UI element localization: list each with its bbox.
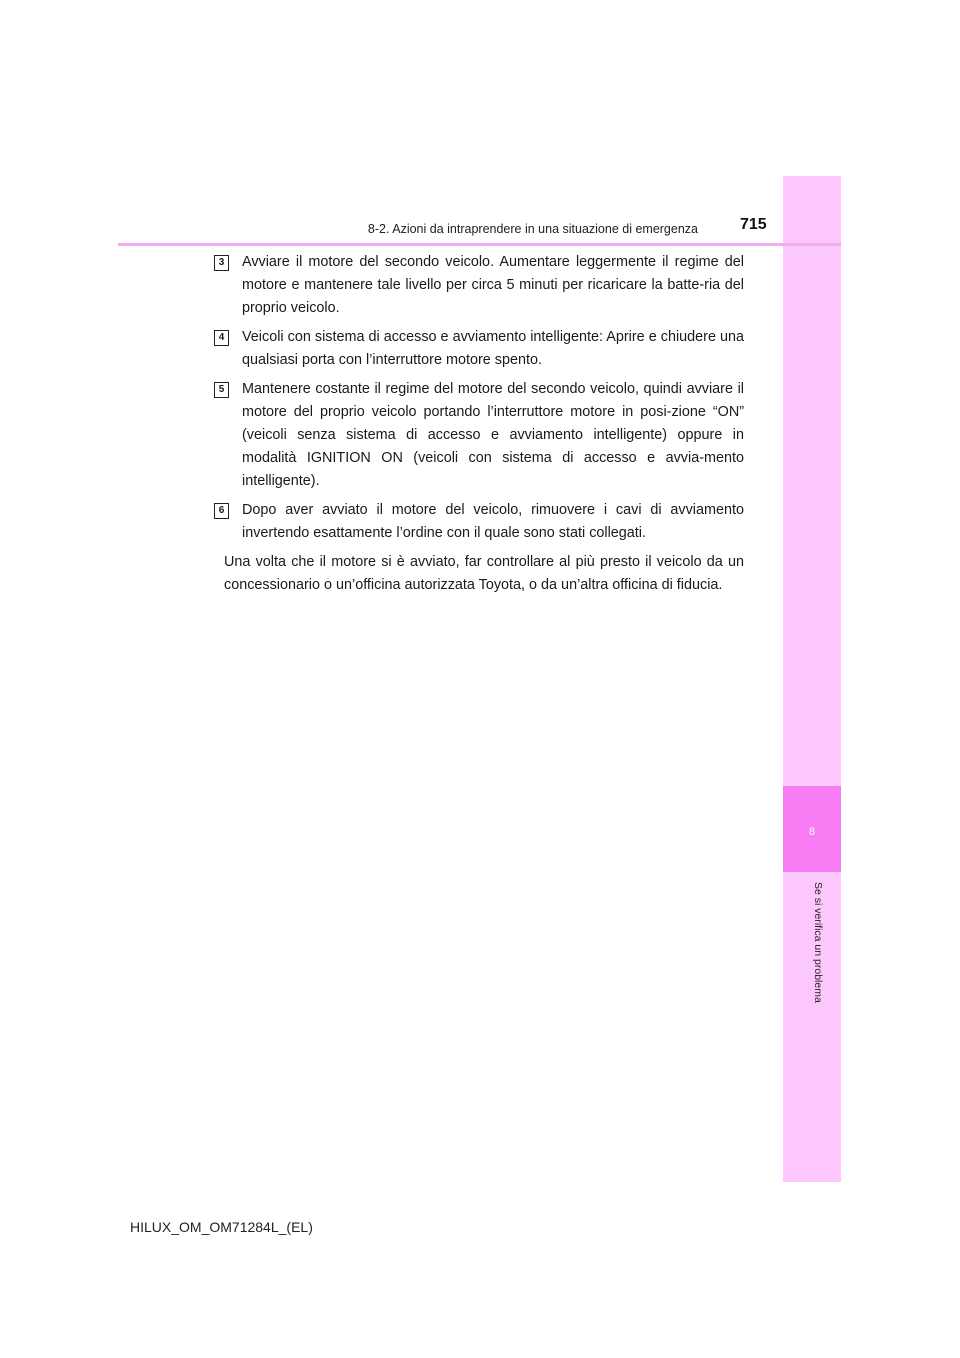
step-text: Mantenere costante il regime del motore del secondo veicolo, quindi avviare il motore del proprio veicolo portando l’interruttore motore in posi-zione “ON” (veicoli senza sistema di accesso e avviamento intelligente) oppure in modalità IGNITION ON (veicoli con sistema di accesso e avvia-mento intelligente).: [242, 381, 744, 489]
step-text: Veicoli con sistema di accesso e avviamento intelligente: Aprire e chiudere una qualsiasi porta con l’interruttore motore spento.: [242, 329, 744, 368]
step-item: [214, 378, 744, 493]
chapter-side-tab: [783, 176, 841, 1182]
header-divider: [118, 243, 841, 246]
step-item: [214, 499, 744, 545]
document-code: HILUX_OM_OM71284L_(EL): [130, 1219, 313, 1235]
step-item: [214, 326, 744, 372]
step-number-badge: 5: [214, 382, 229, 398]
step-number-badge: 6: [214, 503, 229, 519]
step-text: Dopo aver avviato il motore del veicolo, rimuovere i cavi di avviamento invertendo esattamente l’ordine con il quale sono stati collegati.: [242, 502, 744, 541]
step-text: Avviare il motore del secondo veicolo. Aumentare leggermente il regime del motore e mantenere tale livello per circa 5 minuti per ricaricare la batte-ria del proprio veicolo.: [242, 254, 744, 316]
main-content: [214, 251, 744, 597]
step-item: [214, 251, 744, 320]
step-number-badge: 3: [214, 255, 229, 271]
page-number: 715: [740, 216, 767, 233]
chapter-title: Se si verifica un problema: [812, 882, 824, 1003]
chapter-number: 8: [808, 826, 816, 838]
step-number-badge: 4: [214, 330, 229, 346]
closing-note: Una volta che il motore si è avviato, far controllare al più presto il veicolo da un concessionario o un’officina autorizzata Toyota, o da un’altra officina di fiducia.: [224, 554, 744, 593]
section-title: 8-2. Azioni da intraprendere in una situazione di emergenza: [367, 222, 698, 236]
